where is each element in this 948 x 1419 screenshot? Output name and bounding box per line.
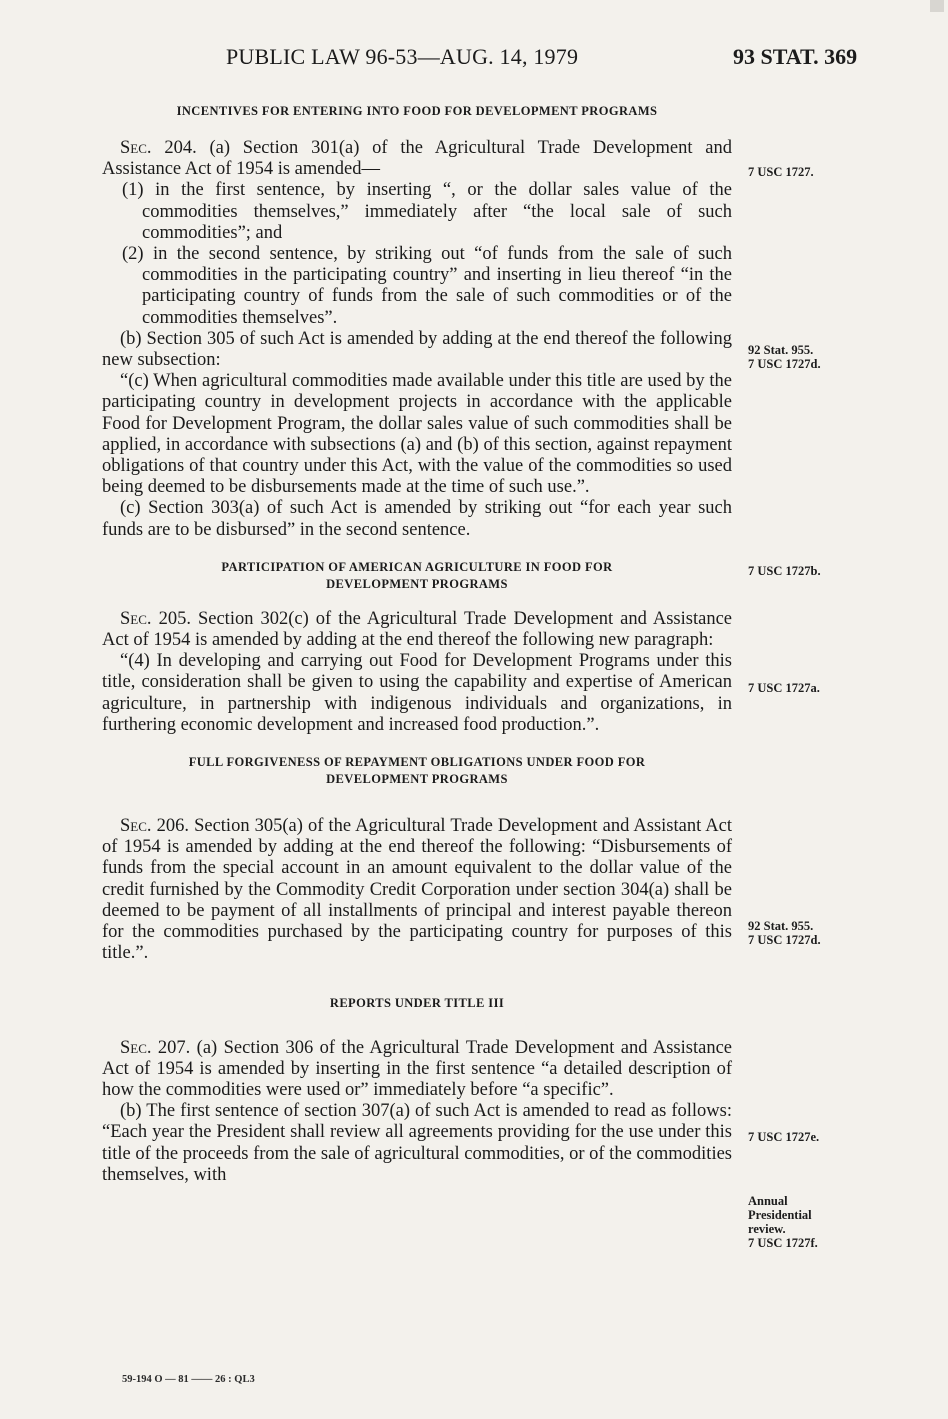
printing-job-code: 59-194 O — 81 —— 26 : QL3 xyxy=(122,1374,255,1385)
section-206-heading xyxy=(102,754,732,788)
section-205-text: 205. Section 302(c) of the Agricultural Trade Development and Assistance Act of 1954 is amended by adding at the end thereof the following new paragraph: xyxy=(102,608,732,651)
margin-note-text: review. xyxy=(748,1222,786,1236)
margin-note-text: 7 USC 1727b. xyxy=(748,564,821,578)
section-206-heading-line-2: DEVELOPMENT PROGRAMS xyxy=(326,772,508,787)
section-207-paragraph-a xyxy=(102,1038,732,1102)
section-205-heading xyxy=(102,559,732,593)
margin-note-text: 7 USC 1727. xyxy=(748,165,814,179)
margin-note-text: 92 Stat. 955. xyxy=(748,343,814,357)
section-207-paragraph-b: (b) The first sentence of section 307(a) of such Act is amended to read as follows: “Each year the President shall review all agreements providing for the use under this title of the proceeds from the sale of agricultural commodities, or of the commodities themselves, with xyxy=(102,1101,732,1185)
section-205-paragraph xyxy=(102,609,732,651)
page-corner-mark xyxy=(930,0,944,12)
margin-note-7-usc-1727 xyxy=(748,165,814,179)
margin-note-text: 7 USC 1727e. xyxy=(748,1130,820,1144)
section-207-text-a: 207. (a) Section 306 of the Agricultural Trade Development and Assistance Act of 1954 is amended by inserting in the first sentence “a detailed description of how the commodities were used or” immediately before “a specific”. xyxy=(102,1037,732,1100)
margin-note-text: Presidential xyxy=(748,1208,812,1222)
section-204-paragraph-a xyxy=(102,138,732,180)
margin-note-text: 7 USC 1727f. xyxy=(748,1236,818,1250)
sec-label: Sec. xyxy=(120,816,152,837)
sec-label: Sec. xyxy=(120,138,152,158)
margin-note-text: Annual xyxy=(748,1194,788,1208)
margin-note-7-usc-1727b xyxy=(748,564,821,578)
section-207-heading: REPORTS UNDER TITLE III xyxy=(329,995,505,1010)
section-205-heading-line-2: DEVELOPMENT PROGRAMS xyxy=(326,576,508,591)
section-204-heading: INCENTIVES FOR ENTERING INTO FOOD FOR DEVELOPMENT PROGRAMS xyxy=(176,104,658,118)
section-204-paragraph-c: (c) Section 303(a) of such Act is amended by striking out “for each year such funds are to be disbursed” in the second sentence. xyxy=(102,498,732,540)
section-204-quoted-subsection: “(c) When agricultural commodities made available under this title are used by the participating country in development projects in accordance with the applicable Food for Development Program, the dollar sales value of such commodities shall be applied, in accordance with subsections (a) and (b) of this section, against repayment obligations of that country under this Act, with the value of the commodities so used being deemed to be disbursements made at the time of such use.”. xyxy=(102,371,732,498)
margin-note-text: 7 USC 1727d. xyxy=(748,933,821,947)
section-204-text-a: 204. (a) Section 301(a) of the Agricultural Trade Development and Assistance Act of 1954 is amended— xyxy=(102,138,733,180)
margin-note-annual-presidential-review xyxy=(748,1194,818,1250)
margin-note-92-stat-955-a xyxy=(748,343,821,371)
section-206-heading-line-1: FULL FORGIVENESS OF REPAYMENT OBLIGATIONS UNDER FOOD FOR xyxy=(188,755,646,770)
body-column xyxy=(102,100,732,1186)
margin-note-text: 92 Stat. 955. xyxy=(748,919,814,933)
statute-page-number: 93 STAT. 369 xyxy=(733,44,858,69)
section-205-heading-line-1: PARTICIPATION OF AMERICAN AGRICULTURE IN FOOD FOR xyxy=(221,559,613,574)
margin-note-7-usc-1727e xyxy=(748,1130,819,1144)
margin-note-text: 7 USC 1727d. xyxy=(748,357,821,371)
margin-note-92-stat-955-b xyxy=(748,919,821,947)
margin-note-7-usc-1727a xyxy=(748,681,820,695)
sec-label: Sec. xyxy=(120,1037,152,1058)
running-head-title: PUBLIC LAW 96-53—AUG. 14, 1979 xyxy=(226,44,579,69)
sec-label: Sec. xyxy=(120,608,152,629)
section-204-item-1: (1) in the first sentence, by inserting “, or the dollar sales value of the commodities themselves,” immediately after “the local sale of such commodities”; and xyxy=(122,180,732,243)
margin-note-text: 7 USC 1727a. xyxy=(748,681,820,695)
section-204-item-2: (2) in the second sentence, by striking out “of funds from the sale of such commodities in the participating country” and inserting in lieu thereof “in the participating country of funds from the sale of such commodities or of the commodities themselves”. xyxy=(122,244,732,328)
section-204-paragraph-b: (b) Section 305 of such Act is amended by adding at the end thereof the following new subsection: xyxy=(102,328,732,371)
running-head xyxy=(0,44,948,78)
section-205-quoted-paragraph: “(4) In developing and carrying out Food for Development Programs under this title, consideration shall be given to using the capability and expertise of American agriculture, in partnership with indigenous individuals and organizations, in furthering economic development and increased food production.”. xyxy=(102,651,732,735)
section-206-text: 206. Section 305(a) of the Agricultural Trade Development and Assistant Act of 1954 is amended by adding at the end thereof the following: “Disbursements of funds from the special account in an amount equivalent to the dollar value of the credit furnished by the Commodity Credit Corporation under section 304(a) shall be deemed to be payment of all installments of principal and interest payable thereon for the commodities purchased by the participating country for purposes of this title.”. xyxy=(102,816,733,964)
section-206-paragraph xyxy=(102,816,732,964)
